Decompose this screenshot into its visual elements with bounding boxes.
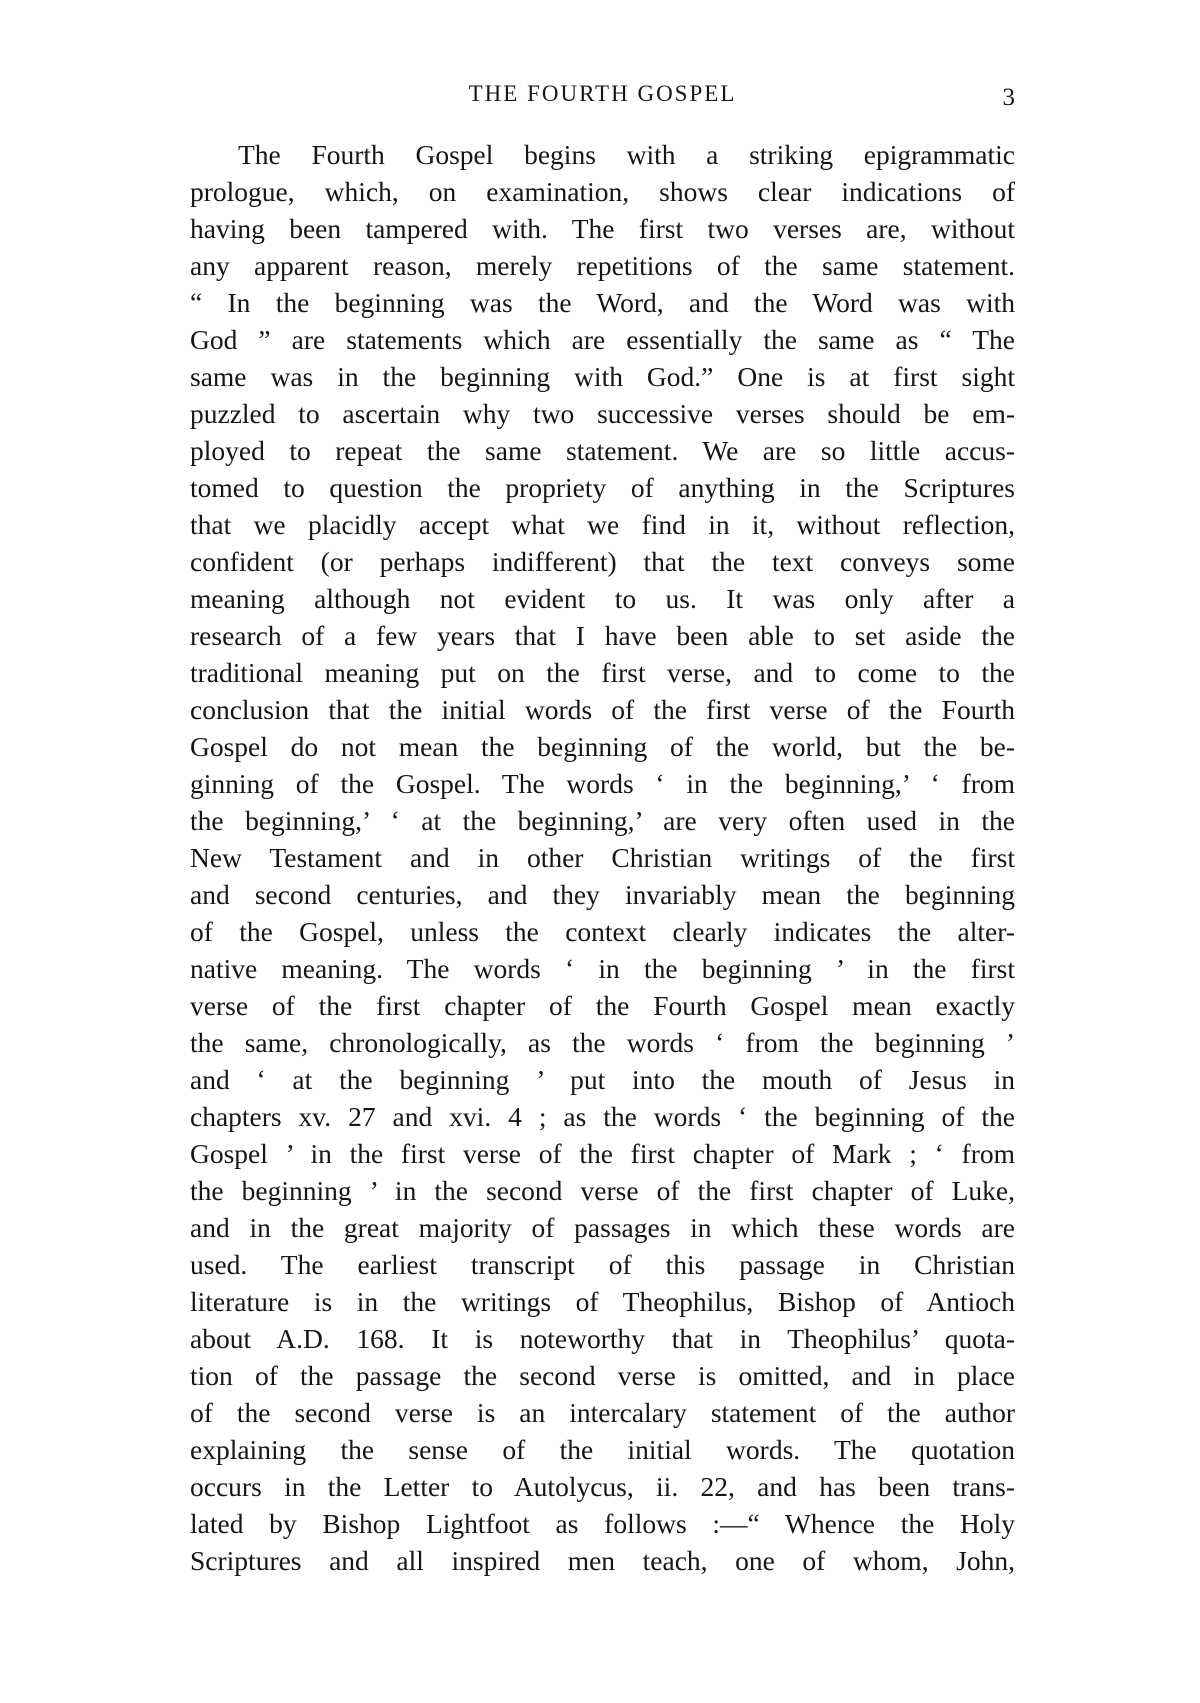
page-number: 3 <box>1002 84 1015 111</box>
text-line: the same, chronologically, as the words ‘ from the beginning ’ <box>190 1027 1015 1058</box>
text-line: and second centuries, and they invariably mean the beginning <box>190 879 1015 910</box>
text-line: explaining the sense of the initial words. The quotation <box>190 1434 1015 1465</box>
text-line: Scriptures and all inspired men teach, one of whom, John, <box>190 1545 1015 1576</box>
text-line: of the second verse is an intercalary statement of the author <box>190 1397 1015 1428</box>
text-line: ployed to repeat the same statement. We are so little accus- <box>190 435 1015 466</box>
body-paragraph <box>190 136 1015 1579</box>
text-line: any apparent reason, merely repetitions of the same statement. <box>190 250 1015 281</box>
text-line: tion of the passage the second verse is omitted, and in place <box>190 1360 1015 1391</box>
text-line: God ” are statements which are essentially the same as “ The <box>190 324 1015 355</box>
text-line: “ In the beginning was the Word, and the Word was with <box>190 287 1015 318</box>
text-line: ginning of the Gospel. The words ‘ in the beginning,’ ‘ from <box>190 768 1015 799</box>
text-line: conclusion that the initial words of the first verse of the Fourth <box>190 694 1015 725</box>
text-line: and in the great majority of passages in which these words are <box>190 1212 1015 1243</box>
text-line: Gospel ’ in the first verse of the first chapter of Mark ; ‘ from <box>190 1138 1015 1169</box>
text-line: occurs in the Letter to Autolycus, ii. 22, and has been trans- <box>190 1471 1015 1502</box>
text-line: used. The earliest transcript of this passage in Christian <box>190 1249 1015 1280</box>
text-line: verse of the first chapter of the Fourth Gospel mean exactly <box>190 990 1015 1021</box>
text-line: of the Gospel, unless the context clearly indicates the alter- <box>190 916 1015 947</box>
text-line: The Fourth Gospel begins with a striking epigrammatic <box>238 139 1015 170</box>
text-line: traditional meaning put on the first verse, and to come to the <box>190 657 1015 688</box>
text-line: about A.D. 168. It is noteworthy that in Theophilus’ quota- <box>190 1323 1015 1354</box>
text-line: tomed to question the propriety of anything in the Scriptures <box>190 472 1015 503</box>
text-line: research of a few years that I have been able to set aside the <box>190 620 1015 651</box>
text-line: lated by Bishop Lightfoot as follows :—“ Whence the Holy <box>190 1508 1015 1539</box>
text-line: meaning although not evident to us. It was only after a <box>190 583 1015 614</box>
text-line: confident (or perhaps indifferent) that the text conveys some <box>190 546 1015 577</box>
text-line: having been tampered with. The first two verses are, without <box>190 213 1015 244</box>
running-head <box>190 78 1015 110</box>
text-line: same was in the beginning with God.” One is at first sight <box>190 361 1015 392</box>
text-line: New Testament and in other Christian writings of the first <box>190 842 1015 873</box>
text-line: the beginning ’ in the second verse of the first chapter of Luke, <box>190 1175 1015 1206</box>
text-line: chapters xv. 27 and xvi. 4 ; as the words ‘ the beginning of the <box>190 1101 1015 1132</box>
running-title: THE FOURTH GOSPEL <box>468 81 737 106</box>
text-line: native meaning. The words ‘ in the beginning ’ in the first <box>190 953 1015 984</box>
text-line: literature is in the writings of Theophilus, Bishop of Antioch <box>190 1286 1015 1317</box>
text-line: the beginning,’ ‘ at the beginning,’ are very often used in the <box>190 805 1015 836</box>
text-line: that we placidly accept what we find in it, without reflection, <box>190 509 1015 540</box>
text-line: and ‘ at the beginning ’ put into the mouth of Jesus in <box>190 1064 1015 1095</box>
text-line: prologue, which, on examination, shows clear indications of <box>190 176 1015 207</box>
text-line: puzzled to ascertain why two successive verses should be em- <box>190 398 1015 429</box>
text-line: Gospel do not mean the beginning of the world, but the be- <box>190 731 1015 762</box>
